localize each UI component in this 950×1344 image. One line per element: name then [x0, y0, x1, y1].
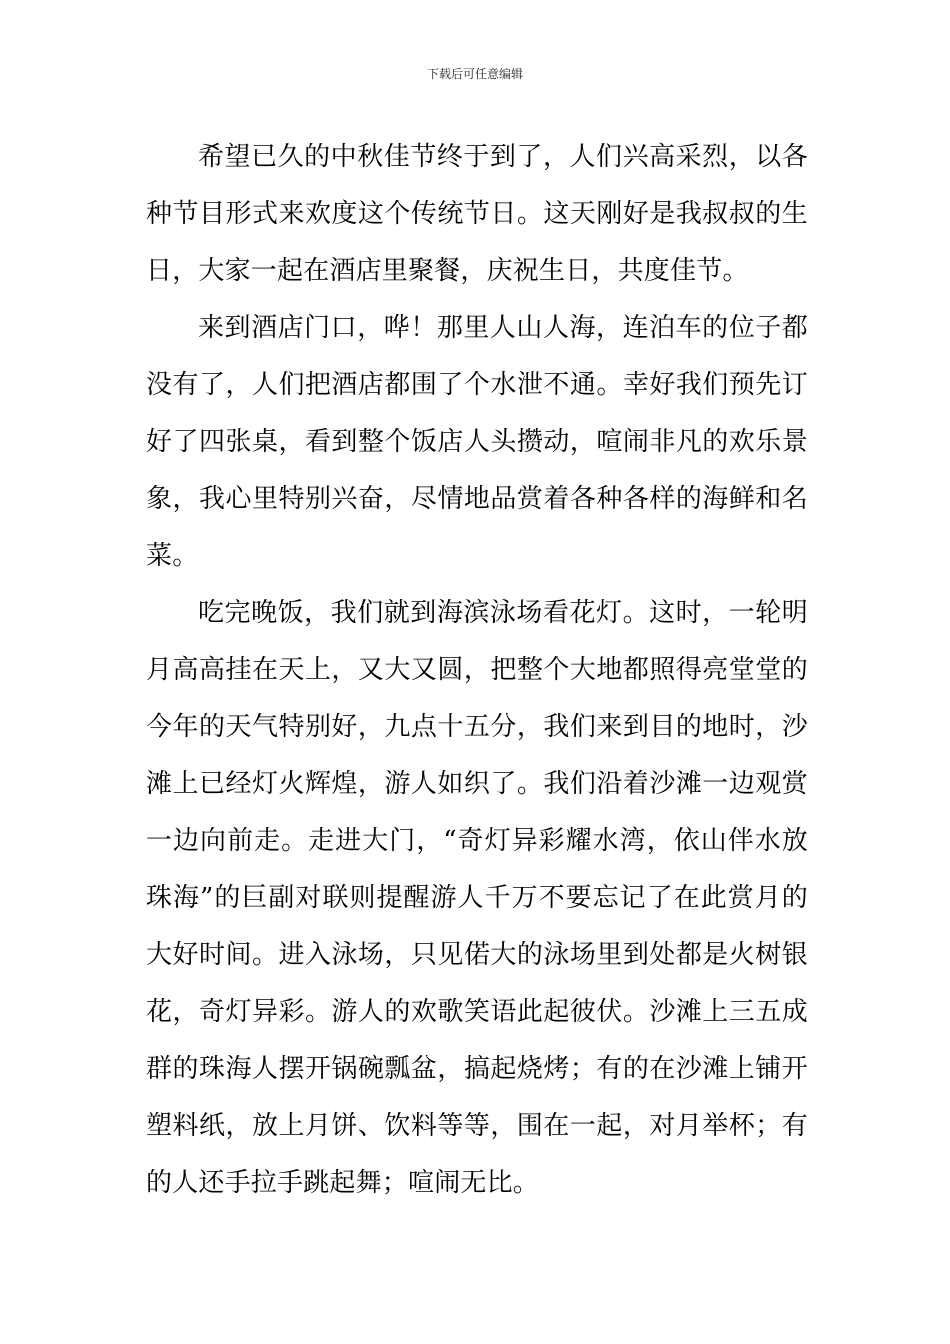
paragraph-1: 希望已久的中秋佳节终于到了，人们兴高采烈，以各种节目形式来欢度这个传统节日。这天刚好是我叔叔的生日，大家一起在酒店里聚餐，庆祝生日，共度佳节。: [146, 142, 808, 286]
paragraph-2: 来到酒店门口，哗！那里人山人海，连泊车的位子都没有了，人们把酒店都围了个水泄不通。幸好我们预先订好了四张桌，看到整个饭店人头攒动，喧闹非凡的欢乐景象，我心里特别兴奋，尽情地品赏着各种各样的海鲜和名菜。: [146, 313, 808, 571]
paragraph-3: 吃完晚饭，我们就到海滨泳场看花灯。这时，一轮明月高高挂在天上，又大又圆，把整个大地都照得亮堂堂的今年的天气特别好，九点十五分，我们来到目的地时，沙滩上已经灯火辉煌，游人如织了。我们沿着沙滩一边观赏一边向前走。走进大门，“奇灯异彩耀水湾，依山伴水放珠海”的巨副对联则提醒游人千万不要忘记了在此赏月的大好时间。进入泳场，只见偌大的泳场里到处都是火树银花，奇灯异彩。游人的欢歌笑语此起彼伏。沙滩上三五成群的珠海人摆开锅碗瓢盆，搞起烧烤；有的在沙滩上铺开塑料纸，放上月饼、饮料等等，围在一起，对月举杯；有的人还手拉手跳起舞；喧闹无比。: [146, 598, 808, 1198]
document-body: [146, 129, 808, 1212]
page-header: 下载后可任意编辑: [426, 67, 523, 81]
